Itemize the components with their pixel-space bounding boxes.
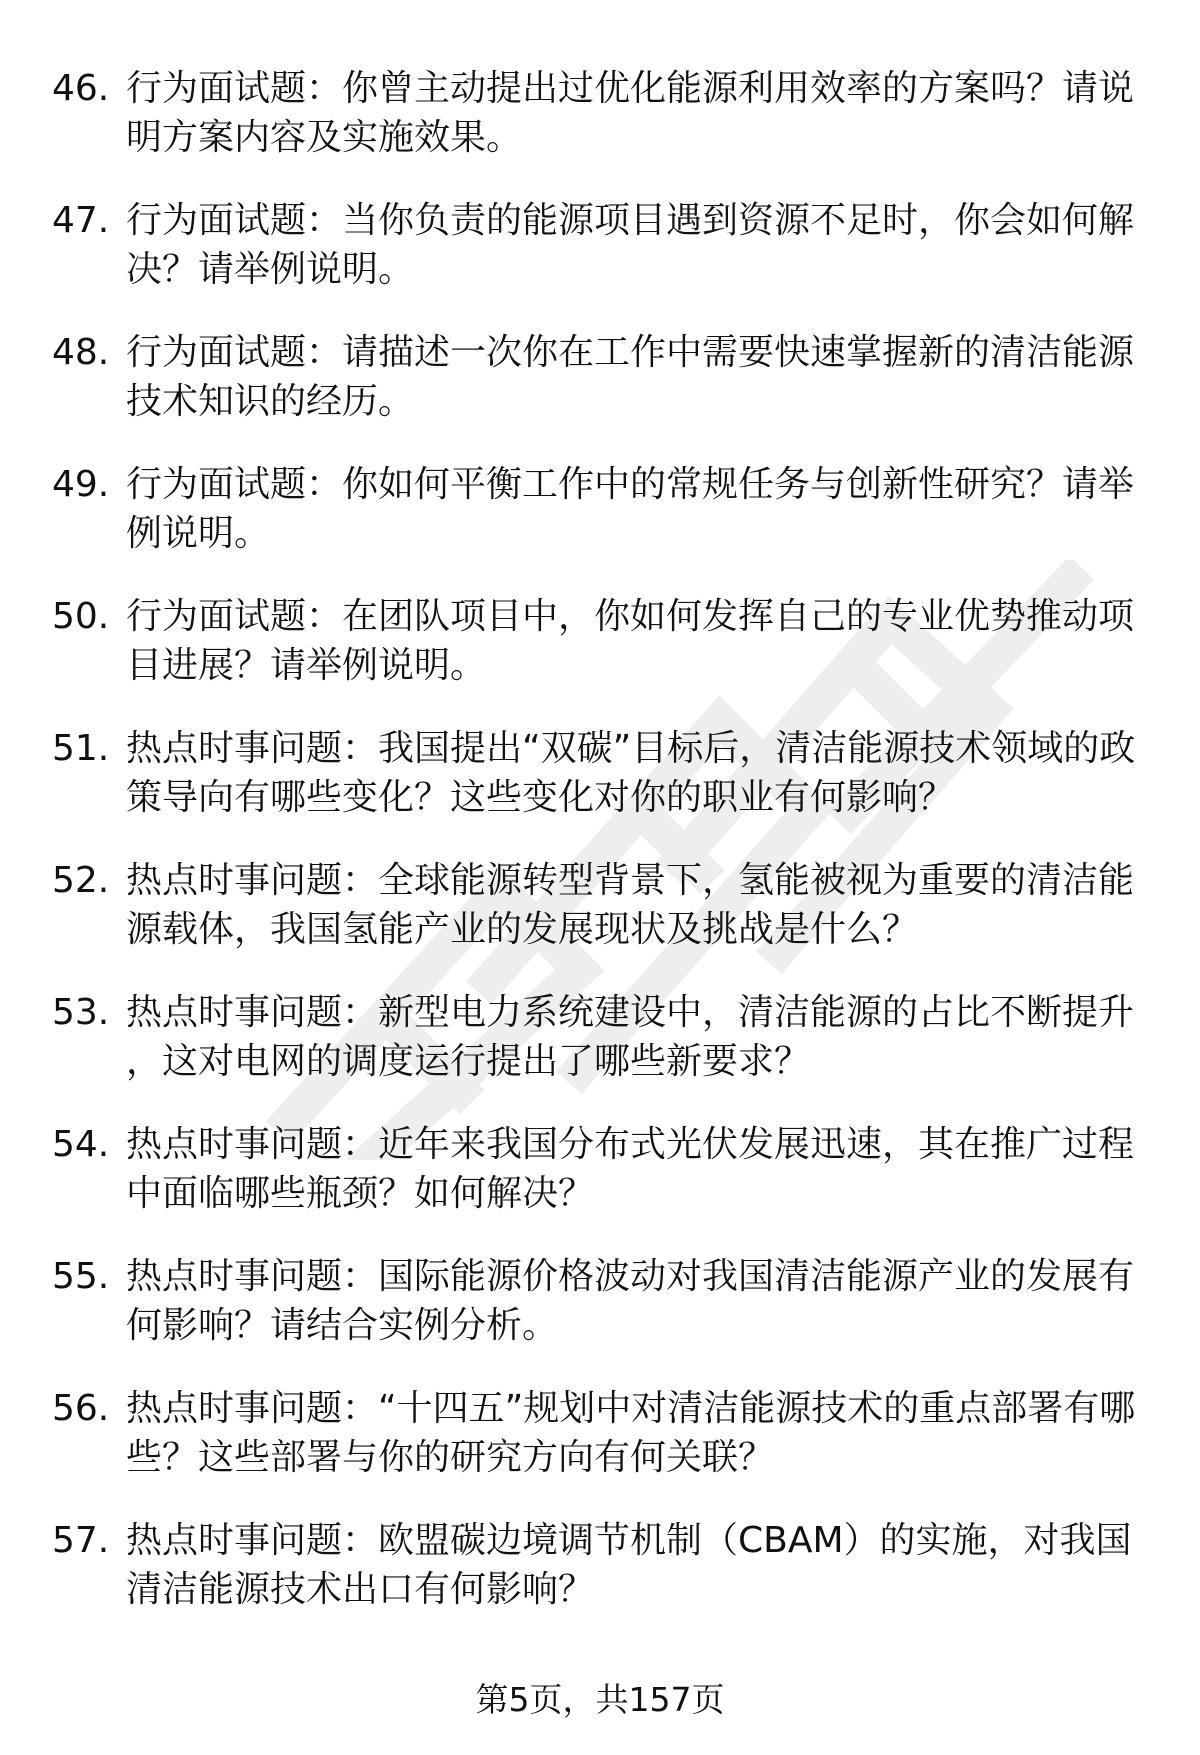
question-text: 行为面试题：当你负责的能源项目遇到资源不足时，你会如何解决？请举例说明。 [126,200,1135,290]
question-text: 热点时事问题：国际能源价格波动对我国清洁能源产业的发展有何影响？请结合实例分析。 [126,1256,1135,1346]
question-item-46 [52,64,1142,196]
question-text: 行为面试题：你曾主动提出过优化能源利用效率的方案吗？请说明方案内容及实施效果。 [126,68,1135,158]
question-number: 51. [52,728,110,769]
question-list [52,64,1142,1648]
question-item-54 [52,1120,1142,1252]
question-text: 热点时事问题：全球能源转型背景下，氢能被视为重要的清洁能源载体，我国氢能产业的发展现状及挑战是什么？ [126,860,1135,950]
question-text: 热点时事问题：“十四五”规划中对清洁能源技术的重点部署有哪些？这些部署与你的研究方向有何关联？ [126,1388,1136,1478]
question-number: 48. [52,332,110,373]
question-text: 热点时事问题：近年来我国分布式光伏发展迅速，其在推广过程中面临哪些瓶颈？如何解决？ [126,1124,1135,1214]
question-item-47 [52,196,1142,328]
question-item-49 [52,460,1142,592]
question-text: 热点时事问题：我国提出“双碳”目标后，清洁能源技术领域的政策导向有哪些变化？这些变化对你的职业有何影响？ [126,728,1136,818]
question-text: 行为面试题：请描述一次你在工作中需要快速掌握新的清洁能源技术知识的经历。 [126,332,1135,422]
question-item-57 [52,1516,1142,1648]
question-number: 55. [52,1256,110,1297]
question-number: 47. [52,200,110,241]
question-number: 46. [52,68,110,109]
question-number: 50. [52,596,110,637]
question-item-50 [52,592,1142,724]
question-item-52 [52,856,1142,988]
question-text: 热点时事问题：新型电力系统建设中，清洁能源的占比不断提升，这对电网的调度运行提出了哪些新要求？ [126,992,1135,1082]
question-number: 54. [52,1124,110,1165]
question-number: 52. [52,860,110,901]
question-text: 行为面试题：你如何平衡工作中的常规任务与创新性研究？请举例说明。 [126,464,1135,554]
question-text: 热点时事问题：欧盟碳边境调节机制（CBAM）的实施，对我国清洁能源技术出口有何影响？ [126,1520,1132,1610]
question-item-48 [52,328,1142,460]
question-number: 53. [52,992,110,1033]
question-item-56 [52,1384,1142,1516]
page-number-footer: 第5页，共157页 [475,1680,725,1719]
question-text: 行为面试题：在团队项目中，你如何发挥自己的专业优势推动项目进展？请举例说明。 [126,596,1135,686]
question-item-51 [52,724,1142,856]
question-number: 56. [52,1388,110,1429]
question-number: 49. [52,464,110,505]
question-number: 57. [52,1520,110,1561]
question-item-53 [52,988,1142,1120]
question-item-55 [52,1252,1142,1384]
